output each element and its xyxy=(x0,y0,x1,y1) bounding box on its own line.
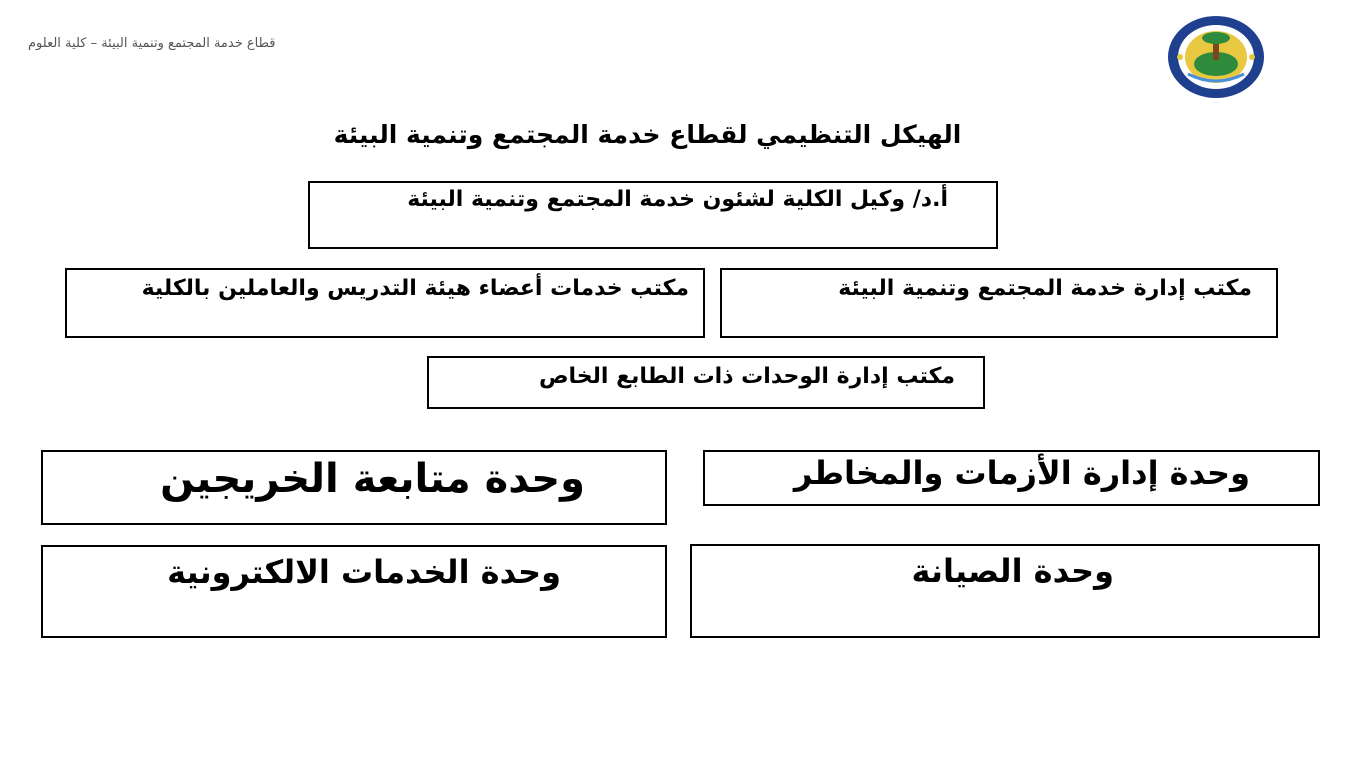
page-title: الهيكل التنظيمي لقطاع خدمة المجتمع وتنمية البيئة xyxy=(333,120,962,149)
electronic-services-unit-label: وحدة الخدمات الالكترونية xyxy=(167,553,561,591)
staff-services-office-label: مكتب خدمات أعضاء هيئة التدريس والعاملين بالكلية xyxy=(141,276,689,301)
staff-services-office-box xyxy=(65,268,705,338)
graduates-followup-unit-label: وحدة متابعة الخريجين xyxy=(160,456,585,502)
maintenance-unit-label: وحدة الصيانة xyxy=(911,552,1114,590)
special-units-office-box xyxy=(427,356,985,409)
crisis-management-unit-box xyxy=(703,450,1320,506)
header-caption: قطاع خدمة المجتمع وتنمية البيئة – كلية العلوم xyxy=(28,36,276,51)
graduates-followup-unit-box xyxy=(41,450,667,525)
community-service-management-office-box xyxy=(720,268,1278,338)
vice-dean-box xyxy=(308,181,998,249)
vice-dean-label: أ.د/ وكيل الكلية لشئون خدمة المجتمع وتنمية البيئة xyxy=(407,187,948,212)
maintenance-unit-box xyxy=(690,544,1320,638)
university-seal-icon xyxy=(1166,14,1266,100)
crisis-management-unit-label: وحدة إدارة الأزمات والمخاطر xyxy=(793,454,1250,492)
special-units-office-label: مكتب إدارة الوحدات ذات الطابع الخاص xyxy=(538,364,955,389)
community-service-management-office-label: مكتب إدارة خدمة المجتمع وتنمية البيئة xyxy=(838,276,1252,301)
electronic-services-unit-box xyxy=(41,545,667,638)
